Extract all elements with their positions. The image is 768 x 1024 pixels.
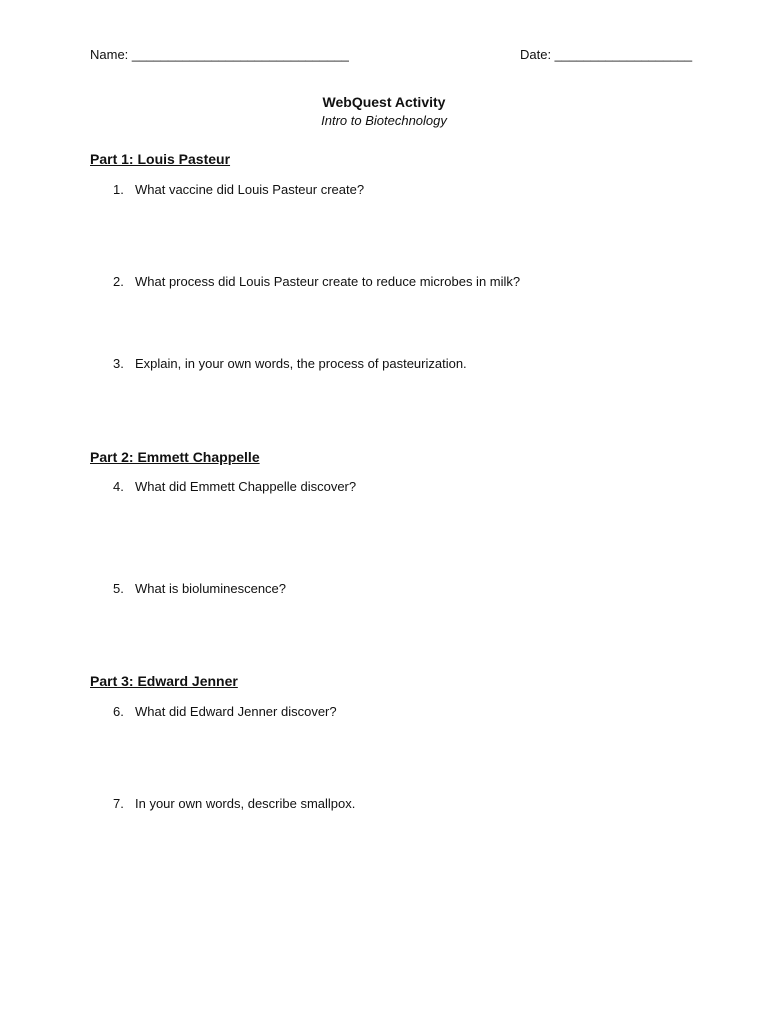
question-number: 1.	[113, 182, 124, 197]
question-number: 5.	[113, 581, 124, 596]
question-number: 3.	[113, 356, 124, 371]
part-3-heading: Part 3: Edward Jenner	[90, 673, 238, 689]
part-2-heading: Part 2: Emmett Chappelle	[90, 449, 260, 465]
question-text: What vaccine did Louis Pasteur create?	[135, 182, 365, 197]
question-text: What did Edward Jenner discover?	[135, 704, 337, 719]
question-text: In your own words, describe smallpox.	[135, 796, 356, 811]
question-number: 4.	[113, 479, 124, 494]
question-7	[113, 796, 355, 812]
question-number: 6.	[113, 704, 124, 719]
page-title: WebQuest Activity	[322, 94, 446, 110]
question-5	[113, 581, 286, 597]
page-subtitle: Intro to Biotechnology	[321, 113, 447, 128]
question-2	[113, 274, 520, 290]
name-field-line: Name: ______________________________	[90, 47, 349, 62]
question-text: What process did Louis Pasteur create to reduce microbes in milk?	[135, 274, 521, 289]
part-1-heading: Part 1: Louis Pasteur	[90, 151, 231, 167]
question-text: What did Emmett Chappelle discover?	[135, 479, 357, 494]
question-text: Explain, in your own words, the process of pasteurization.	[135, 356, 467, 371]
date-field-line: Date: ___________________	[520, 47, 693, 62]
question-text: What is bioluminescence?	[135, 581, 287, 596]
question-number: 7.	[113, 796, 124, 811]
question-1	[113, 182, 364, 198]
question-4	[113, 479, 356, 495]
question-number: 2.	[113, 274, 124, 289]
question-3	[113, 356, 467, 372]
question-6	[113, 704, 337, 720]
